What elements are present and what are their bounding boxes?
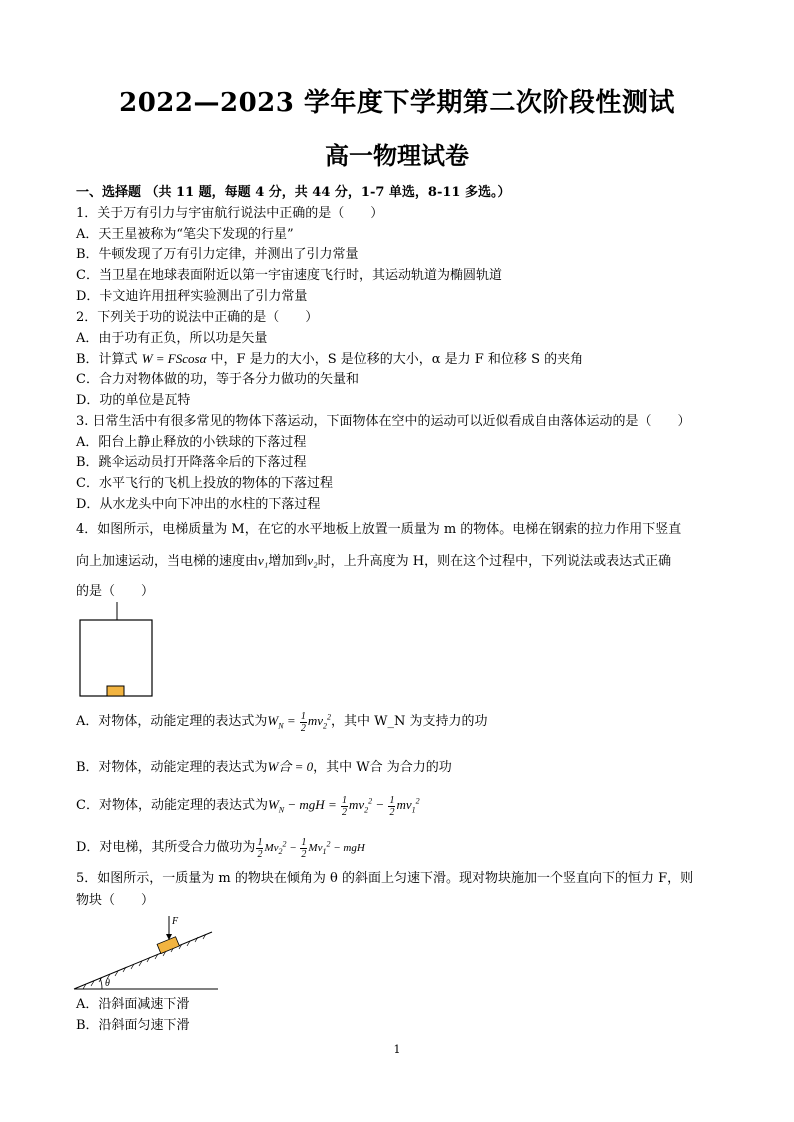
exam-title: 2022—2023 学年度下学期第二次阶段性测试 [119,88,675,118]
q4-line3: 的是（ ） [76,583,155,599]
q4-option-a-formula: $W_N$ = $\frac{1}{2}$ $mv_2^2$ [267,710,332,734]
page-number: 1 [393,1043,401,1056]
q4-option-b [76,756,452,775]
q5-line1: 5．如图所示，一质量为 m 的物块在倾角为 θ 的斜面上匀速下滑。现对物块施加一个竖直向下的恒力 F，则 [76,871,694,886]
q3-option-a: A．阳台上静止释放的小铁球的下落过程 [76,434,307,450]
q4-option-c-pre: C．对物体，动能定理的表达式为 [76,798,268,813]
q1-option-d: D．卡文迪许用扭秤实验测出了引力常量 [76,288,308,304]
q4-option-c-formula: $W_N$ − mgH = $\frac{1}{2}$ $mv_2^2$ − $\frac{1}{2}$ $mv_1^2$ [267,794,420,818]
q4-v1: v₁ [258,552,269,568]
section-heading: 一、选择题 （共 11 题，每题 4 分，共 44 分，1-7 单选，8-11 多选。） [76,185,511,200]
q4-option-a [76,710,488,734]
q3-option-d: D．从水龙头中向下冲出的水柱的下落过程 [76,496,321,512]
q4-option-a-pre: A．对物体，动能定理的表达式为 [76,714,268,729]
q3-option-c: C．水平飞行的飞机上投放的物体的下落过程 [76,476,333,492]
incline-figure [72,912,222,992]
q2-option-b-post: 中，F 是力的大小，S 是位移的大小，α 是力 F 和位移 S 的夹角 [210,352,584,368]
q5-line2: 物块（ ） [76,893,155,908]
exam-subtitle: 高一物理试卷 [325,141,469,170]
q4-option-b-pre: B．对物体，动能定理的表达式为 [76,760,268,775]
q1-stem: 1．关于万有引力与宇宙航行说法中正确的是（ ） [76,205,384,221]
force-label: F [172,916,179,927]
incline-block [157,937,179,954]
q3-stem: 3. 日常生活中有很多常见的物体下落运动，下面物体在空中的运动可以近似看成自由落体运动的是（ ） [76,413,691,429]
q4-line2-post: 时，上升高度为 H，则在这个过程中，下列说法或表达式正确 [317,553,672,569]
q4-option-d-pre: D．对电梯，其所受合力做功为 [76,840,256,855]
theta-label: θ [105,978,110,989]
q2-option-b [76,349,726,370]
q4-option-d [76,836,365,860]
q5-option-b: B．沿斜面匀速下滑 [76,1018,190,1033]
theta-arc [100,978,102,989]
q2-stem: 2．下列关于功的说法中正确的是（ ） [76,309,319,325]
q4-line2-mid: 增加到 [268,553,308,569]
q4-line1: 4．如图所示，电梯质量为 M，在它的水平地板上放置一质量为 m 的物体。电梯在钢索的拉力作用下竖直 [76,521,682,537]
q2-option-a: A．由于功有正负，所以功是矢量 [76,330,268,346]
q4-v2: v₂ [307,552,318,568]
incline-surface [74,932,212,989]
q5-options [76,994,190,1036]
q2-option-c: C．合力对物体做的功，等于各分力做功的矢量和 [76,372,359,388]
q4-option-c [76,794,420,818]
q2-option-d: D．功的单位是瓦特 [76,392,191,408]
q2-option-b-formula: W = FScosα [141,351,207,367]
q4-option-b-post: ，其中 W合 为合力的功 [313,760,452,775]
q2-option-b-pre: B．计算式 [76,352,138,368]
q4-line2-pre: 向上加速运动，当电梯的速度由 [76,553,259,569]
q3-option-b: B．跳伞运动员打开降落伞后的下落过程 [76,455,307,471]
q4-option-b-formula: W合 = 0 [267,759,314,774]
q5-option-a: A．沿斜面减速下滑 [76,997,190,1012]
q4-option-a-post: ，其中 W_N 为支持力的功 [331,714,488,729]
q1-option-a: A．天王星被称为“笔尖下发现的行星” [76,226,294,242]
q1-option-c: C．当卫星在地球表面附近以第一宇宙速度飞行时，其运动轨道为椭圆轨道 [76,268,502,284]
q5-stem [76,868,693,912]
elevator-cabin [80,620,152,696]
q4-line2 [76,544,726,578]
q4-option-d-formula: $\frac{1}{2}$ $Mv_2^2$ − $\frac{1}{2}$ $Mv_1^2$ − mgH [257,836,365,860]
elevator-block [107,686,124,696]
question-body [76,183,726,606]
elevator-figure [76,600,156,700]
q1-option-b: B．牛顿发现了万有引力定律，并测出了引力常量 [76,247,359,263]
